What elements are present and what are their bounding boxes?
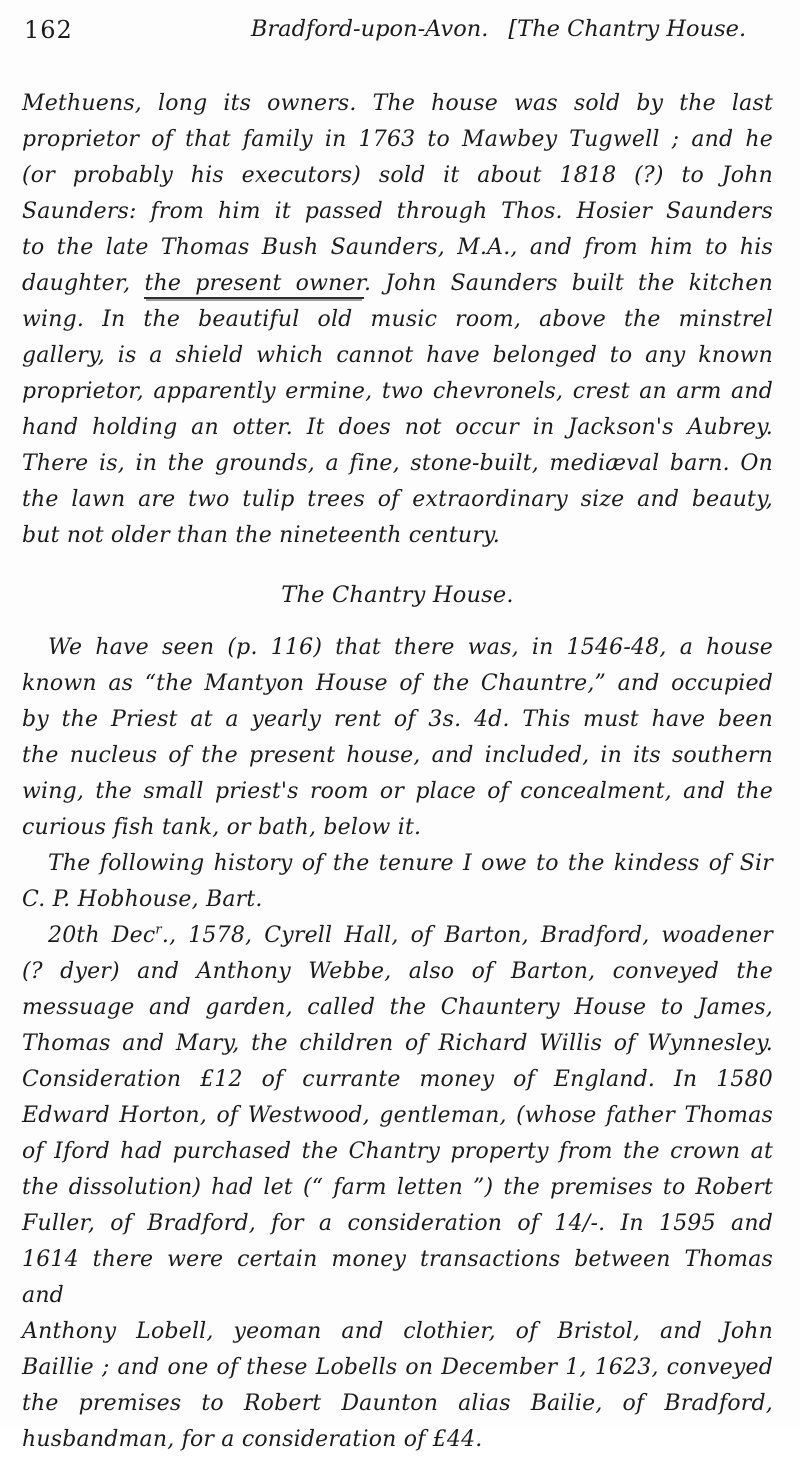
text-line: We have seen (p. 116) that there was, in 1546-48, a house <box>48 635 773 660</box>
text-line: curious fish tank, or bath, below it. <box>22 815 422 840</box>
text-line: There is, in the grounds, a fine, stone-built, mediæval barn. On <box>22 451 773 476</box>
text-line: Baillie ; and one of these Lobells on December 1, 1623, conveyed <box>22 1355 773 1380</box>
text-line-with-annotation <box>22 266 773 302</box>
text-line: gallery, is a shield which cannot have belonged to any known <box>22 343 773 368</box>
text-segment: daughter, <box>22 271 145 296</box>
text-line: but not older than the nineteenth century. <box>22 523 500 548</box>
text-line: proprietor of that family in 1763 to Mawbey Tugwell ; and he <box>22 127 773 152</box>
text-line: hand holding an otter. It does not occur in Jackson's Aubrey. <box>22 415 773 440</box>
text-segment: ., 1578, Cyrell Hall, of Barton, Bradford, woadener <box>161 923 773 948</box>
text-line: the premises to Robert Daunton alias Bailie, of Bradford, <box>22 1391 773 1416</box>
running-header <box>0 0 800 62</box>
text-line: (or probably his executors) sold it about 1818 (?) to John <box>22 163 773 188</box>
running-title-bracket: [The Chantry House. <box>508 16 747 42</box>
paragraph-1 <box>22 86 773 554</box>
text-line: Fuller, of Bradford, for a consideration of 14/-. In 1595 and <box>22 1211 773 1236</box>
page-number: 162 <box>24 16 73 44</box>
text-line: Anthony Lobell, yeoman and clothier, of Bristol, and John <box>22 1319 773 1344</box>
text-line: proprietor, apparently ermine, two chevronels, crest an arm and <box>22 379 773 404</box>
running-title <box>225 16 772 42</box>
text-segment: . John Saunders built the kitchen <box>364 271 773 296</box>
hand-underlined-phrase: the present owner <box>144 271 364 299</box>
text-line: Saunders: from him it passed through Thos. Hosier Saunders <box>22 199 773 224</box>
text-line: C. P. Hobhouse, Bart. <box>22 887 263 912</box>
text-line: Thomas and Mary, the children of Richard Willis of Wynnesley. <box>22 1031 773 1056</box>
text-line: the lawn are two tulip trees of extraordinary size and beauty, <box>22 487 773 512</box>
text-line: Edward Horton, of Westwood, gentleman, (whose father Thomas <box>22 1103 773 1128</box>
paragraph-4 <box>22 918 773 1458</box>
paragraph-2 <box>22 630 773 846</box>
text-line: the nucleus of the present house, and included, in its southern <box>22 743 773 768</box>
section-heading: The Chantry House. <box>281 582 514 608</box>
text-line: messuage and garden, called the Chauntery House to James, <box>22 995 773 1020</box>
text-line: the dissolution) had let (“ farm letten ”) the premises to Robert <box>22 1175 773 1200</box>
text-line: Consideration £12 of currante money of England. In 1580 <box>22 1067 773 1092</box>
text-line: husbandman, for a consideration of £44. <box>22 1427 483 1452</box>
text-line: by the Priest at a yearly rent of 3s. 4d. This must have been <box>22 707 773 732</box>
text-line: Methuens, long its owners. The house was sold by the last <box>22 91 773 116</box>
text-line: wing, the small priest's room or place of concealment, and the <box>22 779 773 804</box>
text-line: known as “the Mantyon House of the Chauntre,” and occupied <box>22 671 773 696</box>
superscript-r: r <box>155 922 162 938</box>
text-line-with-superscript <box>22 918 773 954</box>
paragraph-3 <box>22 846 773 918</box>
text-segment: 20th Dec <box>48 923 156 948</box>
text-line: The following history of the tenure I owe to the kindess of Sir <box>48 851 773 876</box>
text-line: (? dyer) and Anthony Webbe, also of Barton, conveyed the <box>22 959 773 984</box>
text-line: wing. In the beautiful old music room, above the minstrel <box>22 307 773 332</box>
text-line: of Iford had purchased the Chantry property from the crown at <box>22 1139 773 1164</box>
text-line: 1614 there were certain money transactions between Thomas and <box>22 1247 773 1308</box>
running-title-main: Bradford-upon-Avon. <box>250 16 489 42</box>
text-block <box>22 86 773 1458</box>
text-line: to the late Thomas Bush Saunders, M.A., and from him to his <box>22 235 773 260</box>
